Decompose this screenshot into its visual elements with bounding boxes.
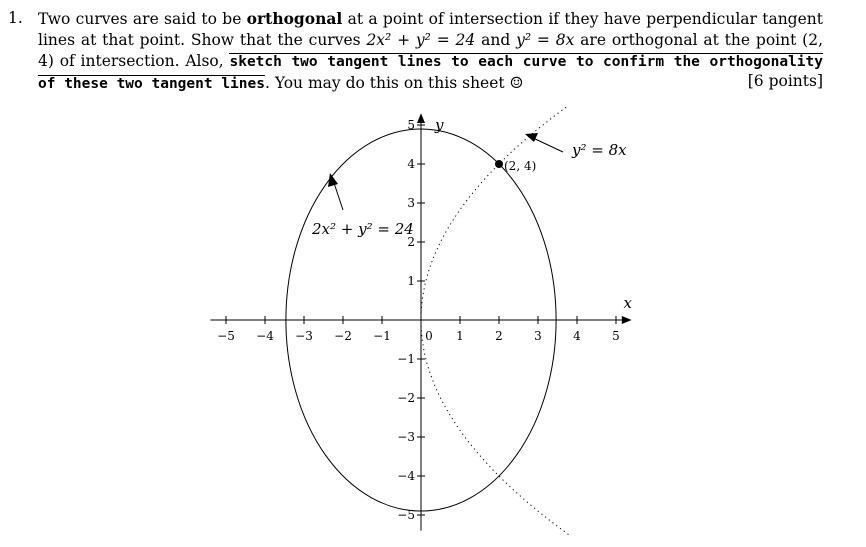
x-tick-label: 0 bbox=[425, 329, 433, 343]
curve2-text: y² = 8x bbox=[516, 31, 575, 49]
bold-term: orthogonal bbox=[246, 9, 343, 28]
y-axis-label: y bbox=[435, 116, 444, 134]
and-text: and bbox=[475, 31, 517, 49]
x-tick-label: −2 bbox=[334, 329, 352, 343]
intersection-label: (2, 4) bbox=[504, 159, 537, 173]
x-tick-label: 1 bbox=[456, 329, 464, 343]
y-tick-label: 4 bbox=[407, 157, 415, 171]
x-tick-label: −4 bbox=[256, 329, 274, 343]
annotations bbox=[311, 133, 627, 238]
x-tick-label: −5 bbox=[217, 329, 235, 343]
tail-text: . You may do this on this sheet ☺ bbox=[264, 74, 524, 92]
ellipse-label: 2x² + y² = 24 bbox=[312, 220, 414, 238]
parabola-arrow-head bbox=[525, 133, 538, 142]
y-tick-label: −4 bbox=[397, 469, 415, 483]
intro-text: Two curves are said to be bbox=[38, 10, 247, 28]
y-tick-label: −3 bbox=[397, 430, 415, 444]
y-tick-label: 3 bbox=[407, 196, 415, 210]
instruction-text: sketch two tangent lines to each curve to confirm the orthogonality of these two tangent lines bbox=[38, 54, 823, 92]
x-axis-arrow bbox=[622, 316, 632, 324]
y-axis-arrow bbox=[417, 113, 425, 123]
problem-number: 1. bbox=[8, 9, 23, 27]
parabola-label: y² = 8x bbox=[572, 141, 627, 159]
x-tick-label: −1 bbox=[373, 329, 391, 343]
rest-text: at a point of intersection if they have perpendicular tangent lines at that point. Show that the curves bbox=[38, 10, 823, 49]
intersection-point bbox=[495, 160, 503, 168]
curve1-text: 2x² + y² = 24 bbox=[366, 31, 476, 49]
y-tick-label: −5 bbox=[397, 508, 415, 522]
parabola-arrow-line bbox=[533, 138, 563, 152]
points-label: [6 points] bbox=[747, 72, 823, 90]
x-tick-label: 2 bbox=[495, 329, 503, 343]
x-tick-label: 5 bbox=[612, 329, 620, 343]
point-text: are orthogonal at the point (2, 4) of intersection. Also, bbox=[38, 31, 823, 70]
y-tick-label: 5 bbox=[407, 118, 415, 132]
y-tick-label: −2 bbox=[397, 391, 415, 405]
x-tick-label: 4 bbox=[573, 329, 581, 343]
x-tick-label: 3 bbox=[534, 329, 542, 343]
y-tick-label: 1 bbox=[407, 274, 415, 288]
y-tick-label: −1 bbox=[397, 352, 415, 366]
x-axis-label: x bbox=[623, 294, 632, 312]
x-tick-label: −3 bbox=[295, 329, 313, 343]
y-tick-label: 2 bbox=[407, 235, 415, 249]
